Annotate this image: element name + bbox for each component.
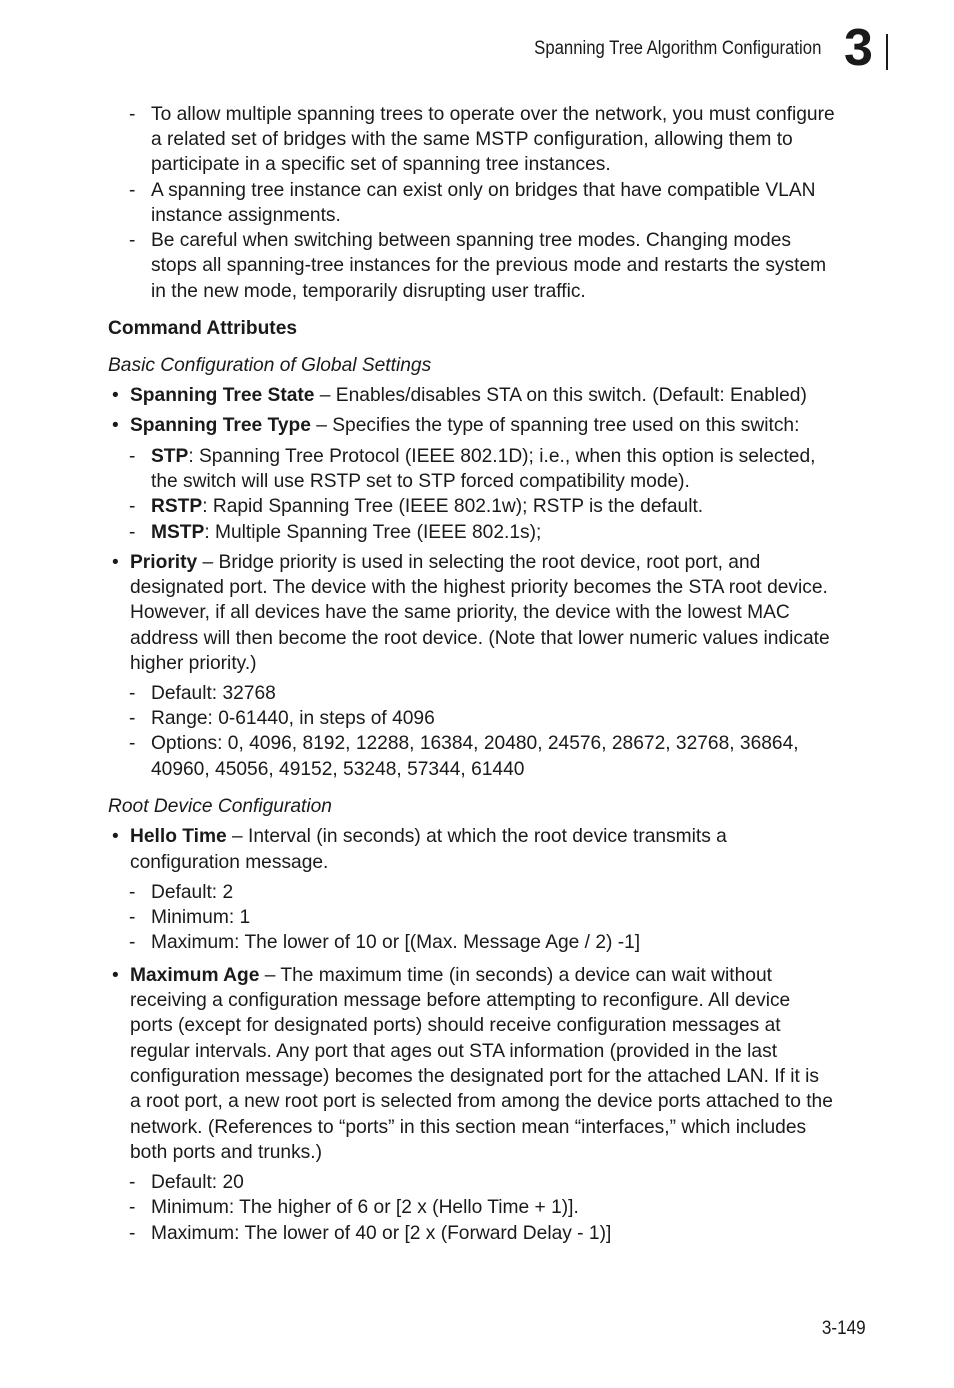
hello-time-text: – Interval (in seconds) at which the root device transmits a: [226, 826, 727, 847]
bullet-marker: •: [112, 826, 119, 847]
priority-line: designated port. The device with the highest priority becomes the STA root device.: [130, 577, 828, 598]
chapter-rule: [886, 34, 888, 70]
hello-time-item: [130, 824, 727, 849]
subheading-basic-config: Basic Configuration of Global Settings: [108, 355, 432, 376]
intro-item-3-line-3: in the new mode, temporarily disrupting user traffic.: [151, 281, 586, 302]
maximum-age-line: a root port, a new root port is selected from among the device ports attached to the: [130, 1091, 833, 1112]
page-number: 3-149: [822, 1318, 866, 1339]
dash-marker: -: [129, 522, 136, 543]
stp-label: STP: [151, 446, 189, 467]
stp-text: : Spanning Tree Protocol (IEEE 802.1D); i.e., when this option is selected,: [188, 446, 816, 467]
intro-item-3-line-1: Be careful when switching between spanning tree modes. Changing modes: [151, 230, 791, 251]
priority-options-line-2: 40960, 45056, 49152, 53248, 57344, 61440: [151, 759, 525, 780]
dash-marker: -: [129, 733, 136, 754]
intro-item-1-line-1: To allow multiple spanning trees to operate over the network, you must configure: [151, 104, 835, 125]
dash-marker: -: [129, 1223, 136, 1244]
stp-line-2: the switch will use RSTP set to STP forced compatibility mode).: [151, 471, 690, 492]
priority-label: Priority: [130, 552, 198, 573]
maximum-age-line: ports (except for designated ports) should receive configuration messages at: [130, 1015, 781, 1036]
priority-line: higher priority.): [130, 653, 257, 674]
section-heading: Command Attributes: [108, 318, 298, 339]
priority-options-line-1: Options: 0, 4096, 8192, 12288, 16384, 20480, 24576, 28672, 32768, 36864,: [151, 733, 799, 754]
intro-item-1-line-3: participate in a specific set of spanning tree instances.: [151, 154, 611, 175]
bullet-marker: •: [112, 385, 119, 406]
intro-item-1-line-2: a related set of bridges with the same MSTP configuration, allowing them to: [151, 129, 793, 150]
hello-time-default: Default: 2: [151, 882, 234, 903]
maximum-age-line: receiving a configuration message before attempting to reconfigure. All device: [130, 990, 791, 1011]
intro-item-2-line-1: A spanning tree instance can exist only on bridges that have compatible VLAN: [151, 180, 816, 201]
spanning-tree-type-label: Spanning Tree Type: [130, 415, 311, 436]
dash-marker: -: [129, 446, 136, 467]
maximum-age-label: Maximum Age: [130, 965, 260, 986]
maximum-age-line: configuration message) becomes the designated port for the attached LAN. If it is: [130, 1066, 820, 1087]
dash-marker: -: [129, 230, 136, 251]
priority-range: Range: 0-61440, in steps of 4096: [151, 708, 435, 729]
maximum-age-line: both ports and trunks.): [130, 1142, 322, 1163]
dash-marker: -: [129, 683, 136, 704]
spanning-tree-type-text: – Specifies the type of spanning tree used on this switch:: [310, 415, 800, 436]
spanning-tree-state-label: Spanning Tree State: [130, 385, 315, 406]
rstp-label: RSTP: [151, 496, 203, 517]
maximum-age-minimum: Minimum: The higher of 6 or [2 x (Hello Time + 1)].: [151, 1197, 579, 1218]
hello-time-label: Hello Time: [130, 826, 227, 847]
hello-time-maximum: Maximum: The lower of 10 or [(Max. Message Age / 2) -1]: [151, 932, 641, 953]
dash-marker: -: [129, 882, 136, 903]
dash-marker: -: [129, 496, 136, 517]
maximum-age-line: regular intervals. Any port that ages out STA information (provided in the last: [130, 1041, 778, 1062]
maximum-age-item: [130, 963, 772, 988]
dash-marker: -: [129, 708, 136, 729]
intro-item-2-line-2: instance assignments.: [151, 205, 341, 226]
bullet-marker: •: [112, 552, 119, 573]
priority-text: – Bridge priority is used in selecting the root device, root port, and: [197, 552, 761, 573]
hello-time-line-2: configuration message.: [130, 852, 329, 873]
priority-item: [130, 550, 760, 575]
dash-marker: -: [129, 180, 136, 201]
maximum-age-line: network. (References to “ports” in this section mean “interfaces,” which includes: [130, 1117, 807, 1138]
chapter-number: 3: [844, 19, 873, 77]
spanning-tree-state-item: [130, 383, 807, 408]
dash-marker: -: [129, 1197, 136, 1218]
intro-item-3-line-2: stops all spanning-tree instances for the previous mode and restarts the system: [151, 255, 827, 276]
hello-time-minimum: Minimum: 1: [151, 907, 251, 928]
dash-marker: -: [129, 1172, 136, 1193]
stp-item: [151, 444, 815, 469]
dash-marker: -: [129, 907, 136, 928]
maximum-age-default: Default: 20: [151, 1172, 244, 1193]
running-header-title: Spanning Tree Algorithm Configuration: [533, 38, 821, 59]
mstp-item: [151, 520, 541, 545]
priority-line: address will then become the root device. (Note that lower numeric values indicate: [130, 628, 830, 649]
mstp-text: : Multiple Spanning Tree (IEEE 802.1s);: [204, 522, 542, 543]
priority-default: Default: 32768: [151, 683, 276, 704]
subheading-root-device: Root Device Configuration: [108, 796, 332, 817]
mstp-label: MSTP: [151, 522, 205, 543]
rstp-item: [151, 494, 703, 519]
bullet-marker: •: [112, 415, 119, 436]
priority-line: However, if all devices have the same priority, the device with the lowest MAC: [130, 602, 790, 623]
dash-marker: -: [129, 104, 136, 125]
maximum-age-text: – The maximum time (in seconds) a device can wait without: [259, 965, 772, 986]
spanning-tree-state-text: – Enables/disables STA on this switch. (Default: Enabled): [314, 385, 807, 406]
rstp-text: : Rapid Spanning Tree (IEEE 802.1w); RSTP is the default.: [202, 496, 704, 517]
bullet-marker: •: [112, 965, 119, 986]
maximum-age-maximum: Maximum: The lower of 40 or [2 x (Forward Delay - 1)]: [151, 1223, 612, 1244]
spanning-tree-type-item: [130, 413, 799, 438]
dash-marker: -: [129, 932, 136, 953]
